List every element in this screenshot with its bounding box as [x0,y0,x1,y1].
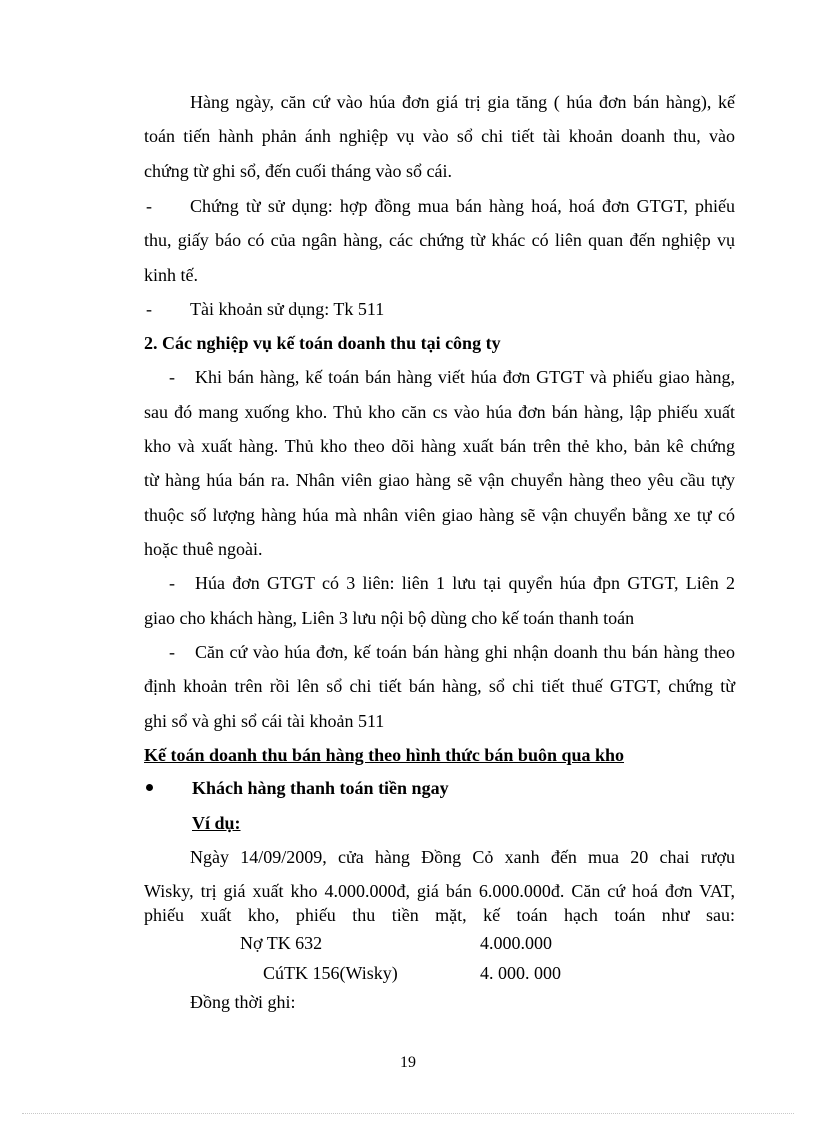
paragraph-4-line-2: sau đó mang xuống kho. Thủ kho căn cs vào húa đơn bán hàng, lập phiếu xuất [144,402,735,422]
paragraph-2-dash: - [146,196,152,216]
section-heading-2: 2. Các nghiệp vụ kế toán doanh thu tại công ty [144,333,501,353]
paragraph-3-line: Tài khoản sử dụng: Tk 511 [190,299,385,319]
paragraph-4-line-4: từ hàng húa bán ra. Nhân viên giao hàng sẽ vận chuyển hàng theo yêu cầu tựy [144,470,735,490]
paragraph-5-dash: - [169,573,175,593]
paragraph-1-line-1: Hàng ngày, căn cứ vào húa đơn giá trị gia tăng ( húa đơn bán hàng), kế [190,92,735,112]
bullet-title: Khách hàng thanh toán tiền ngay [192,778,449,798]
paragraph-1-line-2: toán tiến hành phản ánh nghiệp vụ vào sổ chi tiết tài khoản doanh thu, vào [144,126,735,146]
paragraph-6-dash: - [169,642,175,662]
entry-credit-account: CúTK 156(Wisky) [263,963,398,983]
entry-debit-account: Nợ TK 632 [240,933,323,953]
paragraph-2-line-2: thu, giấy báo có của ngân hàng, các chứng từ khác có liên quan đến nghiệp vụ [144,230,735,250]
example-line-3: phiếu xuất kho, phiếu thu tiền mặt, kế toán hạch toán như sau: [144,905,735,925]
paragraph-1-line-3: chứng từ ghi sổ, đến cuối tháng vào sổ cái. [144,161,452,181]
page-footer-rule [22,1113,794,1114]
paragraph-6-line-3: ghi sổ và ghi sổ cái tài khoản 511 [144,711,385,731]
page-number: 19 [400,1054,416,1071]
paragraph-2-line-1: Chứng từ sử dụng: hợp đồng mua bán hàng hoá, hoá đơn GTGT, phiếu [190,196,735,216]
bullet-dot [146,784,153,791]
section-title: Kế toán doanh thu bán hàng theo hình thức bán buôn qua kho [144,745,625,765]
paragraph-2-line-3: kinh tế. [144,265,198,285]
paragraph-4-line-3: kho và xuất hàng. Thủ kho theo dõi hàng xuất bán trên thẻ kho, bản kê chứng [144,436,735,456]
example-label: Ví dụ: [192,813,241,833]
example-line-2: Wisky, trị giá xuất kho 4.000.000đ, giá bán 6.000.000đ. Căn cứ hoá đơn VAT, [144,881,735,901]
paragraph-4-line-6: hoặc thuê ngoài. [144,539,263,559]
paragraph-4-dash: - [169,367,175,387]
entry-debit-amount: 4.000.000 [480,933,552,953]
simultaneous-record: Đồng thời ghi: [190,992,296,1012]
entry-credit-amount: 4. 000. 000 [480,963,561,983]
paragraph-5-line-1: Húa đơn GTGT có 3 liên: liên 1 lưu tại quyển húa đpn GTGT, Liên 2 [195,573,735,593]
paragraph-6-line-2: định khoản trên rồi lên sổ chi tiết bán hàng, sổ chi tiết thuế GTGT, chứng từ [144,676,735,696]
paragraph-5-line-2: giao cho khách hàng, Liên 3 lưu nội bộ dùng cho kế toán thanh toán [144,608,635,628]
paragraph-3-dash: - [146,299,152,319]
paragraph-4-line-1: Khi bán hàng, kế toán bán hàng viết húa đơn GTGT và phiếu giao hàng, [195,367,735,387]
paragraph-6-line-1: Căn cứ vào húa đơn, kế toán bán hàng ghi nhận doanh thu bán hàng theo [195,642,735,662]
paragraph-4-line-5: thuộc số lượng hàng húa mà nhân viên giao hàng sẽ vận chuyển bằng xe tự có [144,505,735,525]
example-line-1: Ngày 14/09/2009, cửa hàng Đồng Cỏ xanh đến mua 20 chai rượu [190,847,735,867]
